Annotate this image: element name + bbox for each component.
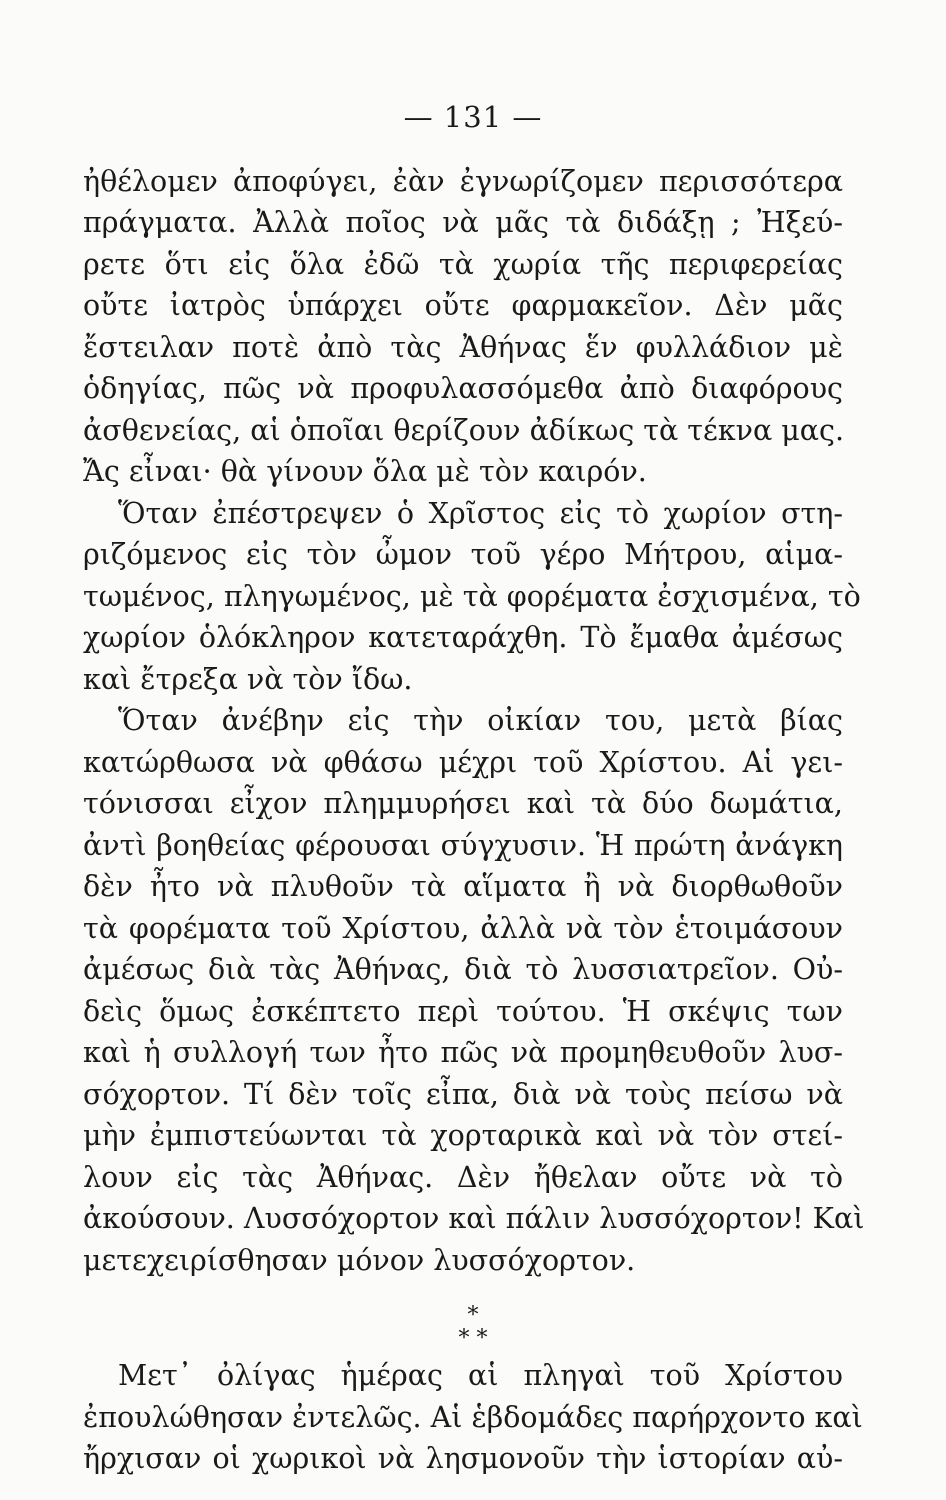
text-line: καὶ ἡ συλλογή των ἦτο πῶς νὰ προμηθευθοῦν λυσ- <box>83 1036 843 1069</box>
page-number: — 131 — <box>403 100 543 134</box>
text-line: μετεχειρίσθησαν μόνον λυσσόχορτον. <box>83 1244 636 1277</box>
text-line: ἀντὶ βοηθείας φέρουσαι σύγχυσιν. Ἡ πρώτη ἀνάγκη <box>83 829 843 862</box>
text-line: ἠθέλομεν ἀποφύγει, ἐὰν ἐγνωρίζομεν περισσότερα <box>83 165 843 198</box>
text-line: ρετε ὅτι εἰς ὅλα ἐδῶ τὰ χωρία τῆς περιφερείας <box>83 248 843 281</box>
text-line: δὲν ἦτο νὰ πλυθοῦν τὰ αἵματα ἢ νὰ διορθωθοῦν <box>83 870 843 903</box>
asterism-bottom: * * <box>458 1326 488 1351</box>
text-line: Ὅταν ἀνέβην εἰς τὴν οἰκίαν του, μετὰ βίας <box>118 704 843 737</box>
text-line: Ὅταν ἐπέστρεψεν ὁ Χρῖστος εἰς τὸ χωρίον στη- <box>118 497 843 530</box>
text-line: λουν εἰς τὰς Ἀθήνας. Δὲν ἤθελαν οὔτε νὰ τὸ <box>83 1161 843 1194</box>
text-line: μὴν ἐμπιστεύωνται τὰ χορταρικὰ καὶ νὰ τὸν στεί- <box>83 1119 843 1152</box>
text-line: ἀκούσουν. Λυσσόχορτον καὶ πάλιν λυσσόχορτον! Καὶ <box>83 1202 865 1235</box>
text-line: ἀμέσως διὰ τὰς Ἀθήνας, διὰ τὸ λυσσιατρεῖον. Οὐ- <box>83 953 843 986</box>
text-line: δεὶς ὅμως ἐσκέπτετο περὶ τούτου. Ἡ σκέψις των <box>83 995 843 1028</box>
text-line: τὰ φορέματα τοῦ Χρίστου, ἀλλὰ νὰ τὸν ἑτοιμάσουν <box>83 912 843 945</box>
text-line: πράγματα. Ἀλλὰ ποῖος νὰ μᾶς τὰ διδάξῃ ; Ἠξεύ- <box>83 206 843 239</box>
text-line: ἀσθενείας, αἱ ὁποῖαι θερίζουν ἀδίκως τὰ τέκνα μας. <box>83 414 845 447</box>
text-line: οὔτε ἰατρὸς ὑπάρχει οὔτε φαρμακεῖον. Δὲν μᾶς <box>83 289 843 322</box>
text-line: σόχορτον. Τί δὲν τοῖς εἶπα, διὰ νὰ τοὺς πείσω νὰ <box>83 1078 843 1111</box>
text-line: Ἄς εἶναι· θὰ γίνουν ὅλα μὲ τὸν καιρόν. <box>83 455 647 488</box>
asterism-top: * <box>467 1303 479 1328</box>
text-line: τόνισσαι εἶχον πλημμυρήσει καὶ τὰ δύο δωμάτια, <box>83 787 843 820</box>
text-line: ἤρχισαν οἱ χωρικοὶ νὰ λησμονοῦν τὴν ἱστορίαν αὐ- <box>83 1442 843 1475</box>
text-line: Μετ᾽ ὀλίγας ἡμέρας αἱ πληγαὶ τοῦ Χρίστου <box>118 1359 843 1392</box>
text-line: καὶ ἔτρεξα νὰ τὸν ἴδω. <box>83 663 413 696</box>
text-line: ὁδηγίας, πῶς νὰ προφυλασσόμεθα ἀπὸ διαφόρους <box>83 372 843 405</box>
text-line: κατώρθωσα νὰ φθάσω μέχρι τοῦ Χρίστου. Αἱ γει- <box>83 746 843 779</box>
text-line: ριζόμενος εἰς τὸν ὦμον τοῦ γέρο Μήτρου, αἱμα- <box>83 538 843 571</box>
text-line: ἐπουλώθησαν ἐντελῶς. Αἱ ἑβδομάδες παρήρχοντο καὶ <box>83 1401 863 1434</box>
text-line: τωμένος, πληγωμένος, μὲ τὰ φορέματα ἐσχισμένα, τὸ <box>83 580 861 613</box>
text-line: ἔστειλαν ποτὲ ἀπὸ τὰς Ἀθήνας ἕν φυλλάδιον μὲ <box>83 331 843 364</box>
text-line: χωρίον ὁλόκληρον κατεταράχθη. Τὸ ἔμαθα ἀμέσως <box>83 621 843 654</box>
